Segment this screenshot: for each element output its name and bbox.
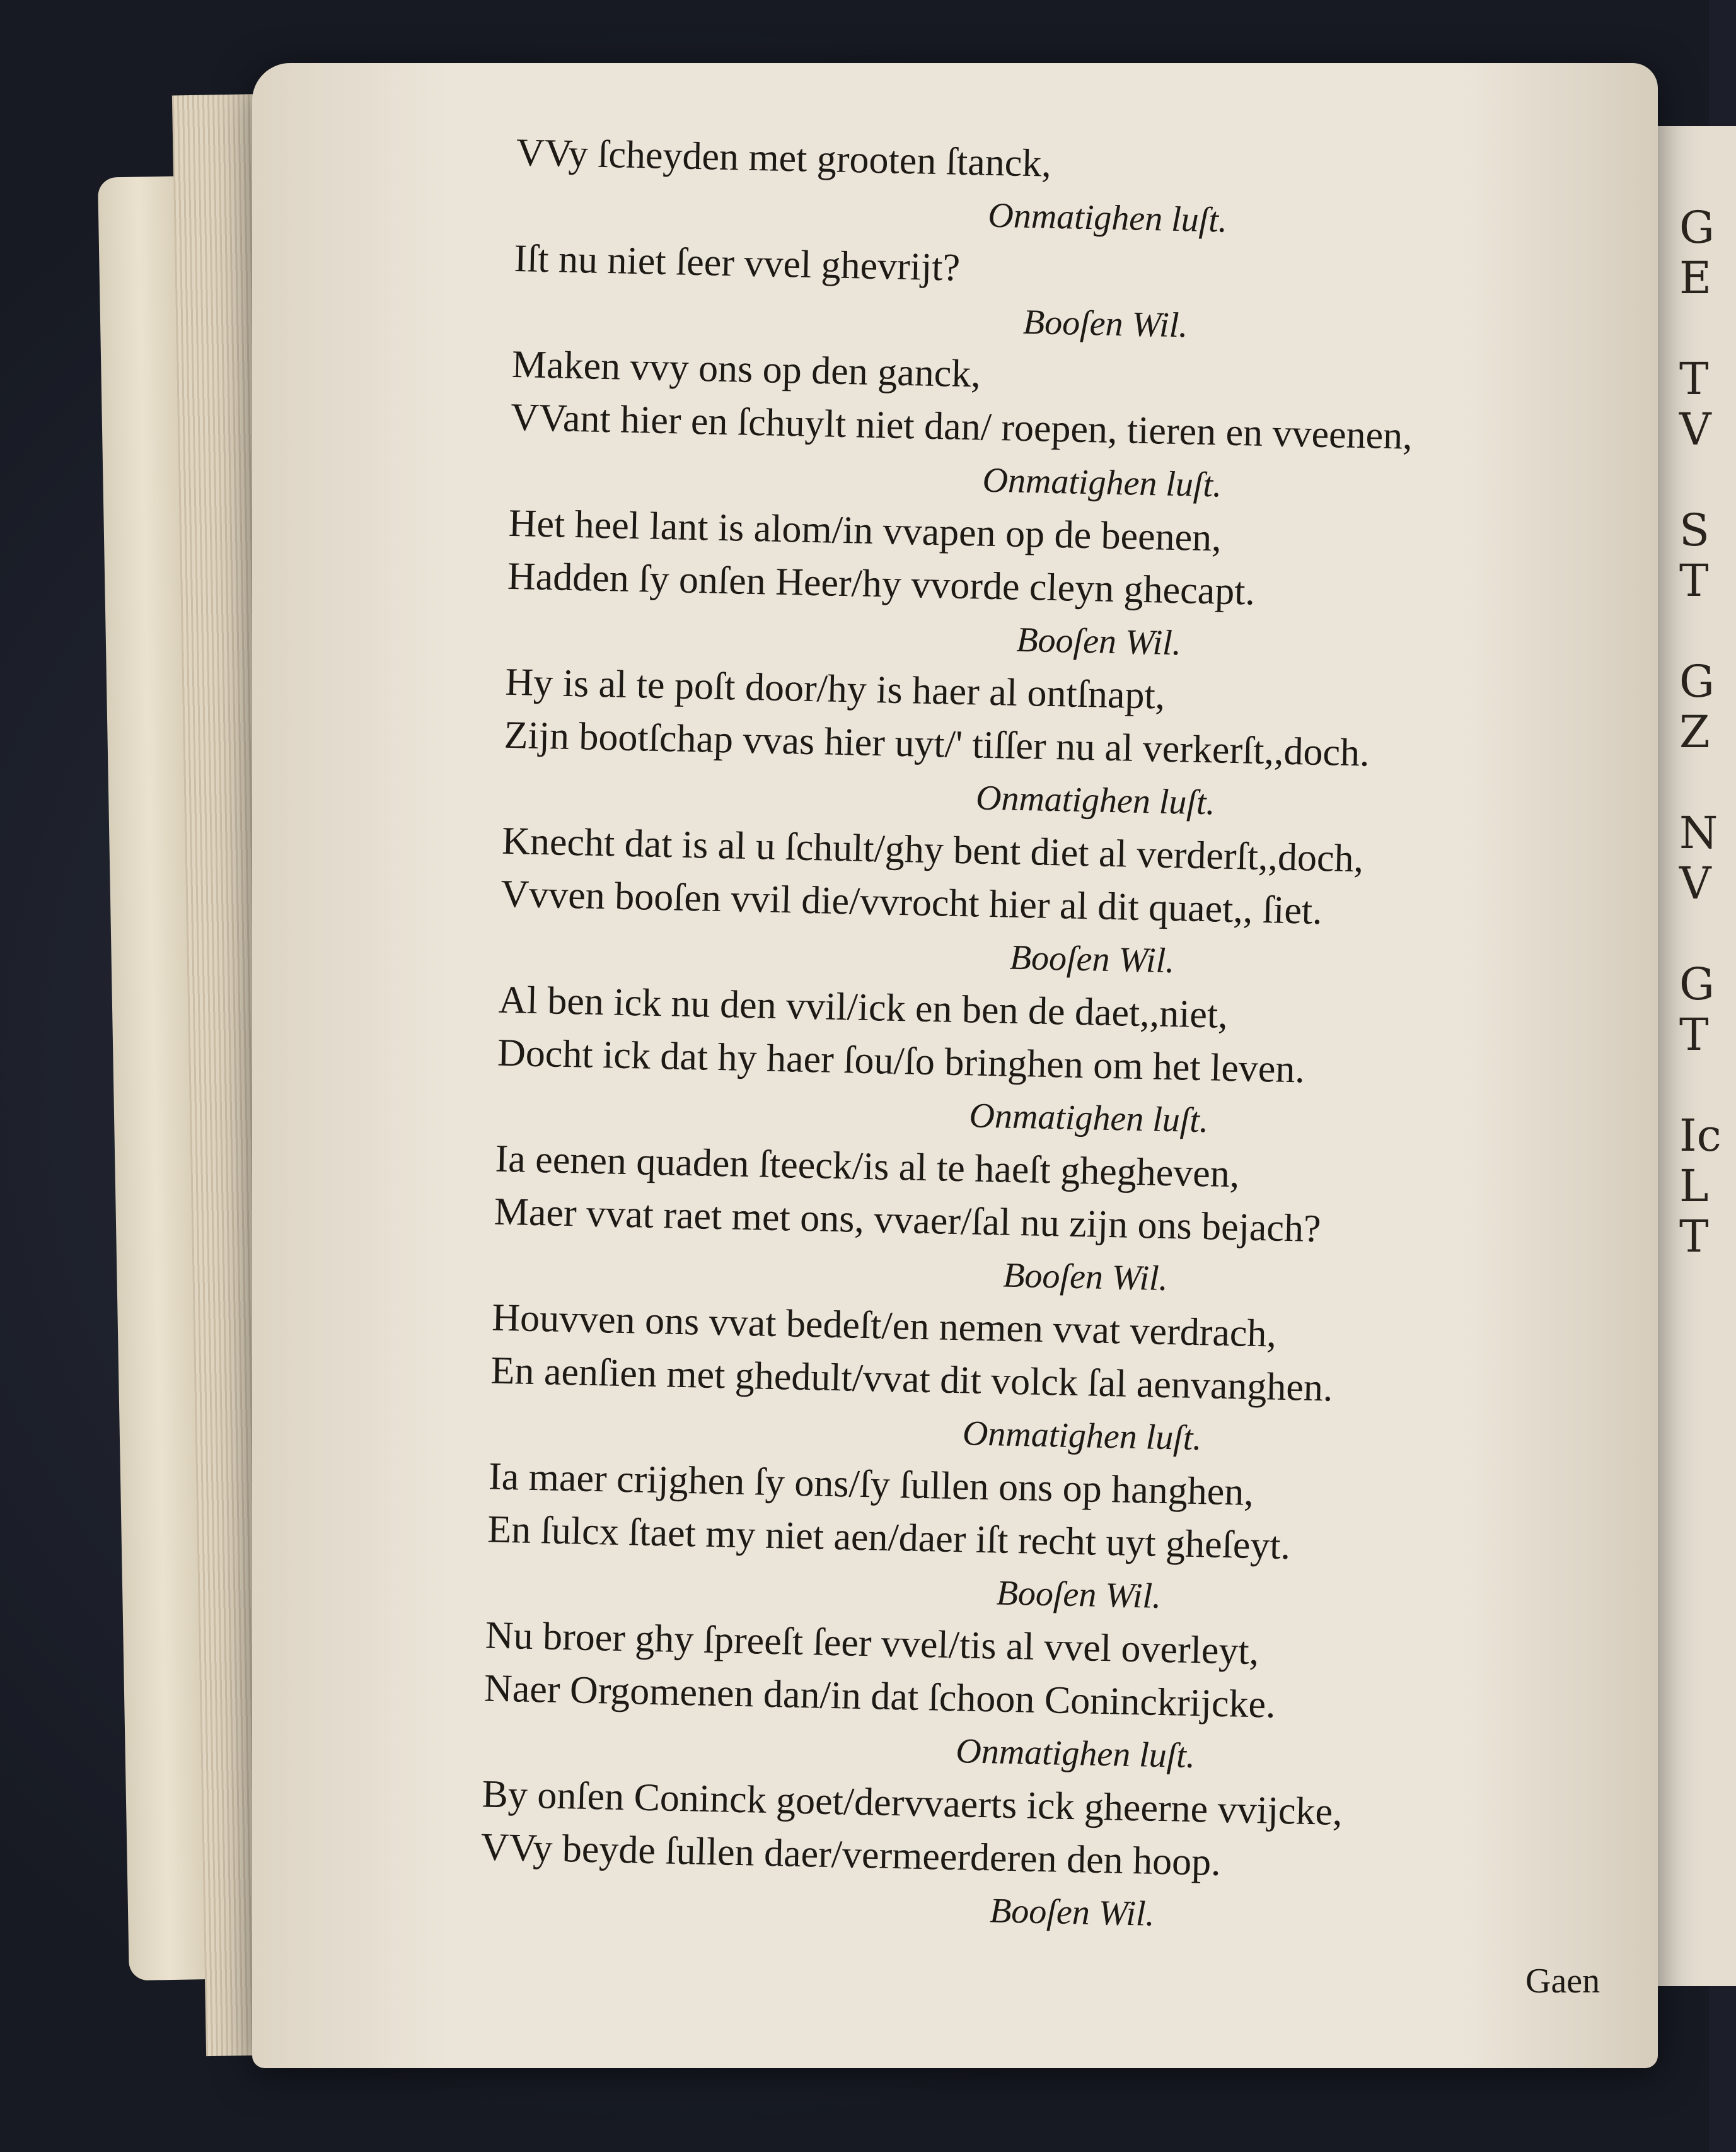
speaker-name: Booſen Wil. <box>1022 302 1188 346</box>
speaker-name: Onmatighen luſt. <box>962 1414 1203 1458</box>
facing-page-fragment: T <box>1679 1009 1709 1061</box>
verse-line: Hadden ſy onſen Heer/hy vvorde cleyn ghecapt. <box>507 554 1256 614</box>
verse-line: Maer vvat raet met ons, vvaer/ſal nu zijn ons bejach? <box>494 1190 1322 1251</box>
speaker-name: Onmatighen luſt. <box>968 1096 1209 1141</box>
verse-line: En ſulcx ſtaet my niet aen/daer iſt recht uyt gheſeyt. <box>487 1508 1291 1568</box>
facing-page-fragment: T <box>1679 555 1709 607</box>
speaker-name: Booſen Wil. <box>989 1891 1155 1934</box>
verse-line: Ia maer crijghen ſy ons/ſy ſullen ons op hanghen, <box>488 1455 1254 1514</box>
facing-page-fragment: T <box>1679 1211 1709 1262</box>
verse-line: Knecht dat is al u ſchult/ghy bent diet al verderſt,,doch, <box>501 819 1364 881</box>
facing-page-fragment: N <box>1679 807 1718 859</box>
speaker-name: Onmatighen luſt. <box>987 195 1228 240</box>
verse-line: Iſt nu niet ſeer vvel ghevrijt? <box>513 236 961 289</box>
speaker-name: Booſen Wil. <box>1009 938 1175 981</box>
catchword: Gaen <box>1525 1962 1600 2001</box>
facing-page-fragment: G <box>1679 656 1715 707</box>
verse-line: VVy beyde ſullen daer/vermeerderen den hoop. <box>480 1825 1222 1884</box>
speaker-name: Booſen Wil. <box>996 1573 1162 1616</box>
verse-line: Ia eenen quaden ſteeck/is al te haeſt ghegheven, <box>494 1137 1241 1196</box>
speaker-name: Booſen Wil. <box>1002 1255 1169 1299</box>
facing-page-fragment: Z <box>1679 706 1710 758</box>
facing-page-fragment: G <box>1679 202 1715 253</box>
speaker-name: Onmatighen luſt. <box>955 1731 1196 1776</box>
verse-line: VVy ſcheyden met grooten ſtanck, <box>516 131 1052 185</box>
verse-line: Nu broer ghy ſpreeſt ſeer vvel/tis al vvel overleyt, <box>485 1614 1259 1673</box>
facing-page-fragment: E <box>1679 252 1712 304</box>
facing-page-fragment: G <box>1679 958 1715 1010</box>
verse-line: Naer Orgomenen dan/in dat ſchoon Coninckrijcke. <box>483 1666 1276 1726</box>
verse-line: Docht ick dat hy haer ſou/ſo bringhen om het leven. <box>497 1031 1305 1091</box>
speaker-name: Onmatighen luſt. <box>981 460 1222 505</box>
facing-page-fragment: Ic <box>1679 1110 1722 1161</box>
verse-line: Al ben ick nu den vvil/ick en ben de daet,,niet, <box>498 978 1229 1037</box>
facing-page-fragment: V <box>1679 858 1711 909</box>
verse-block <box>479 126 1626 1950</box>
facing-page-fragment: V <box>1679 404 1711 455</box>
verse-line: Zijn bootſchap vvas hier uyt/' tiſſer nu al verkerſt,,doch. <box>504 713 1370 775</box>
verse-line: VVant hier en ſchuylt niet dan/ roepen, tieren en vveenen, <box>510 395 1413 458</box>
facing-page-fragment: L <box>1679 1160 1709 1212</box>
verse-line: By onſen Coninck goet/dervvaerts ick gheerne vvijcke, <box>481 1772 1343 1834</box>
verse-line: Vvven booſen vvil die/vvrocht hier al dit quaet,, ſiet. <box>500 872 1323 933</box>
speaker-name: Onmatighen luſt. <box>975 778 1216 823</box>
verse-line: Het heel lant is alom/in vvapen op de beenen, <box>508 501 1222 560</box>
facing-page-fragment: S <box>1679 504 1710 556</box>
facing-page <box>1645 126 1736 1986</box>
verse-line: Hy is al te poſt door/hy is haer al ontſnapt, <box>504 660 1166 718</box>
verse-line: Maken vvy ons op den ganck, <box>511 342 981 396</box>
verse-line: Houvven ons vvat bedeſt/en nemen vvat verdrach, <box>491 1296 1277 1356</box>
verse-line: En aenſien met ghedult/vvat dit volck ſal aenvanghen. <box>490 1349 1334 1410</box>
facing-page-fragment: T <box>1679 353 1709 405</box>
speaker-name: Booſen Wil. <box>1016 620 1182 663</box>
